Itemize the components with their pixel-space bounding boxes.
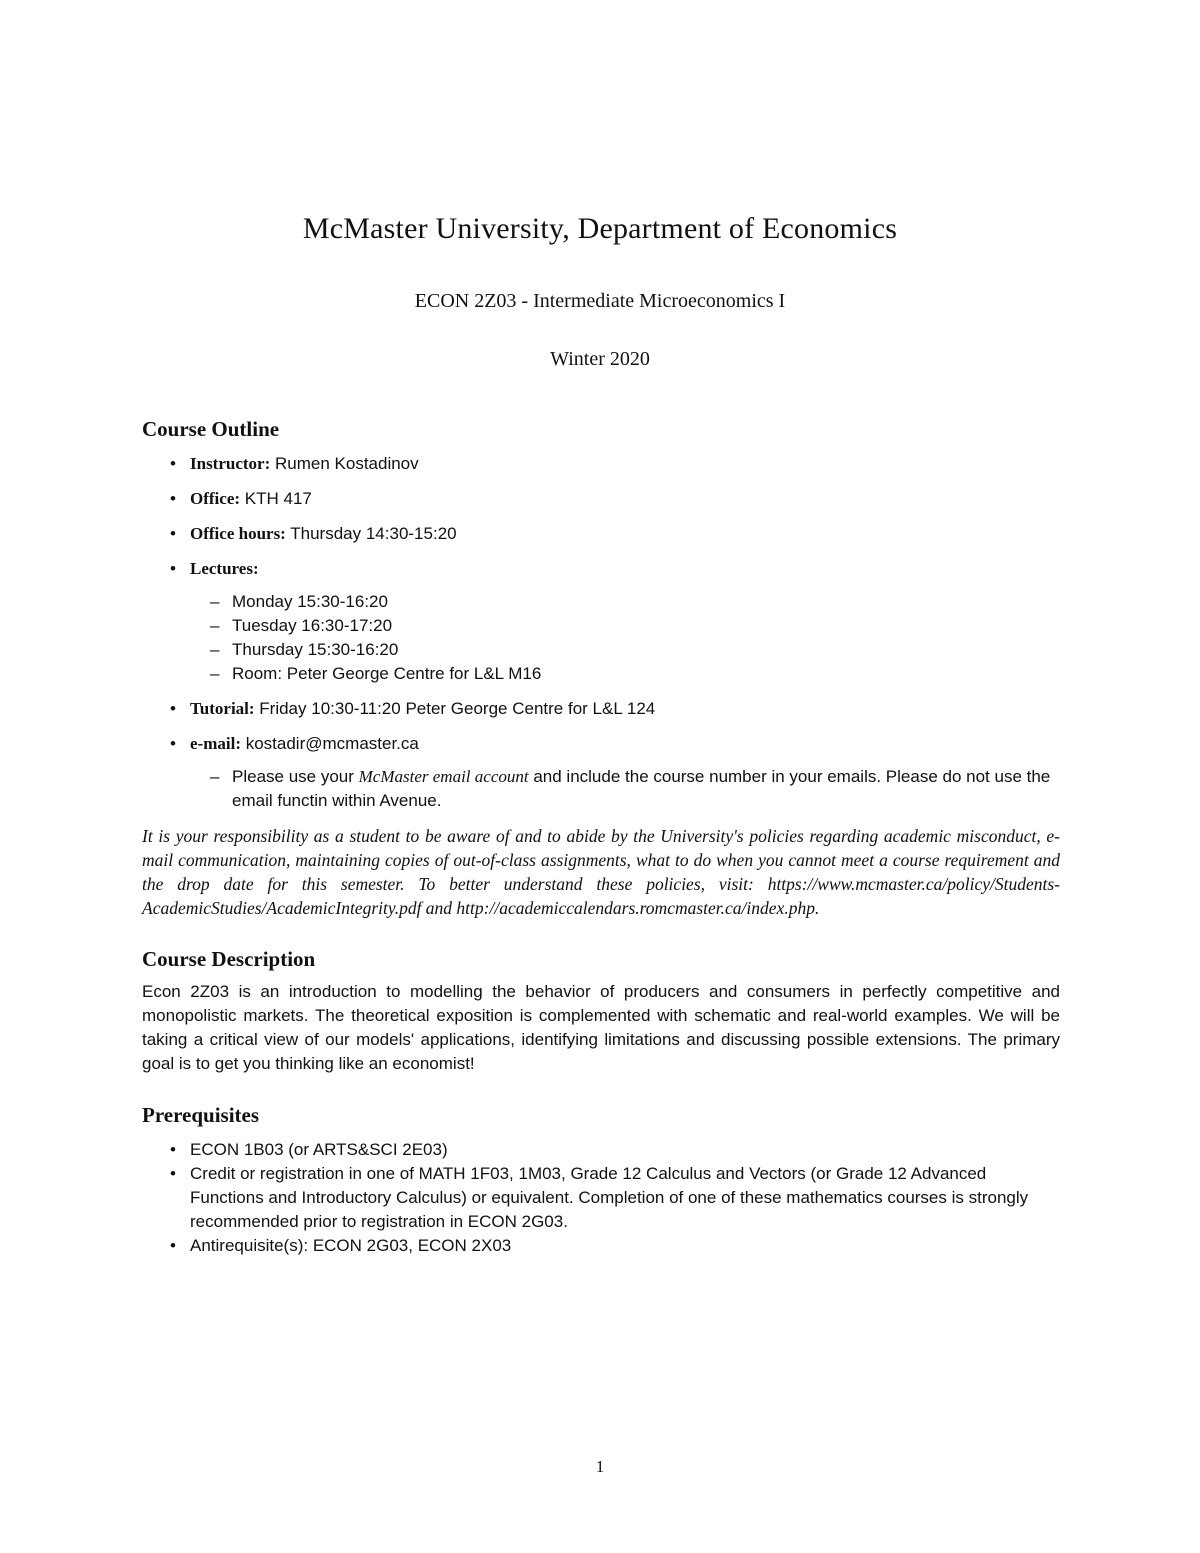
- lecture-item: – Tuesday 16:30-17:20: [190, 614, 1060, 638]
- outline-item-lectures: [142, 557, 1060, 686]
- prerequisites-list: [142, 1138, 1060, 1258]
- tutorial-value: Friday 10:30-11:20 Peter George Centre for L&L 124: [259, 699, 656, 718]
- course-term: Winter 2020: [550, 348, 650, 370]
- lecture-room: – Room: Peter George Centre for L&L M16: [190, 662, 1060, 686]
- outline-item-tutorial: [142, 697, 1060, 721]
- lecture-item: – Monday 15:30-16:20: [190, 590, 1060, 614]
- office-label: Office:: [190, 489, 241, 508]
- course-description-heading: Course Description: [142, 947, 316, 971]
- email-note-emphasis: McMaster email account: [358, 767, 529, 786]
- course-outline-heading: Course Outline: [142, 417, 280, 441]
- lecture-item: – Thursday 15:30-16:20: [190, 638, 1060, 662]
- outline-item-office-hours: [142, 522, 1060, 546]
- prerequisite-item: • Antirequisite(s): ECON 2G03, ECON 2X03: [142, 1234, 1060, 1258]
- prerequisites-heading: Prerequisites: [142, 1103, 260, 1127]
- policy-paragraph: It is your responsibility as a student to be aware of and to abide by the University's policies regarding academic misconduct, e-mail communication, maintaining copies of out-of-class assignments, what to do when you cannot meet a course requirement and the drop date for this semester. To better understand these policies, visit: https://www.mcmaster.ca/policy/Students-AcademicStudies/AcademicIntegrity.pdf and http://academiccalendars.romcmaster.ca/index.php.: [142, 826, 1060, 918]
- email-notes: [190, 765, 1060, 813]
- email-note-pre: Please use your: [232, 767, 354, 786]
- instructor-label: Instructor:: [190, 454, 271, 473]
- course-description-text: Econ 2Z03 is an introduction to modelling the behavior of producers and consumers in perfectly competitive and monopolistic markets. The theoretical exposition is complemented with schematic and real-world examples. We will be taking a critical view of our models' applications, identifying limitations and discussing possible extensions. The primary goal is to get you thinking like an economist!: [142, 982, 1060, 1073]
- tutorial-label: Tutorial:: [190, 699, 255, 718]
- prerequisite-item: • Credit or registration in one of MATH 1F03, 1M03, Grade 12 Calculus and Vectors (or Grade 12 Advanced Functions and Introductory Calculus) or equivalent. Completion of one of these mathematics courses is strongly recommended prior to registration in ECON 2G03.: [142, 1162, 1060, 1234]
- outline-list: [142, 452, 1060, 813]
- document-title: McMaster University, Department of Economics: [302, 212, 898, 245]
- outline-item-office: [142, 487, 1060, 511]
- page-number: 1: [595, 1457, 605, 1476]
- office-value: KTH 417: [244, 489, 312, 508]
- email-label: e-mail:: [190, 734, 241, 753]
- spacer: [142, 920, 1060, 944]
- course-title: ECON 2Z03 - Intermediate Microeconomics I: [414, 290, 786, 312]
- outline-item-email: [142, 732, 1060, 813]
- outline-item-instructor: [142, 452, 1060, 476]
- lectures-label: Lectures:: [190, 559, 259, 578]
- email-note: [190, 765, 1060, 813]
- document-body: [142, 414, 1060, 1258]
- email-value: kostadir@mcmaster.ca: [245, 734, 419, 753]
- instructor-value: Rumen Kostadinov: [275, 454, 419, 473]
- email-note-post: and include the course number in your emails. Please do not use the email functin within Avenue.: [232, 767, 1051, 810]
- prerequisite-item: • ECON 1B03 (or ARTS&SCI 2E03): [142, 1138, 1060, 1162]
- lectures-list: [190, 590, 1060, 686]
- office-hours-value: Thursday 14:30-15:20: [290, 524, 457, 543]
- office-hours-label: Office hours:: [190, 524, 286, 543]
- spacer: [142, 1076, 1060, 1100]
